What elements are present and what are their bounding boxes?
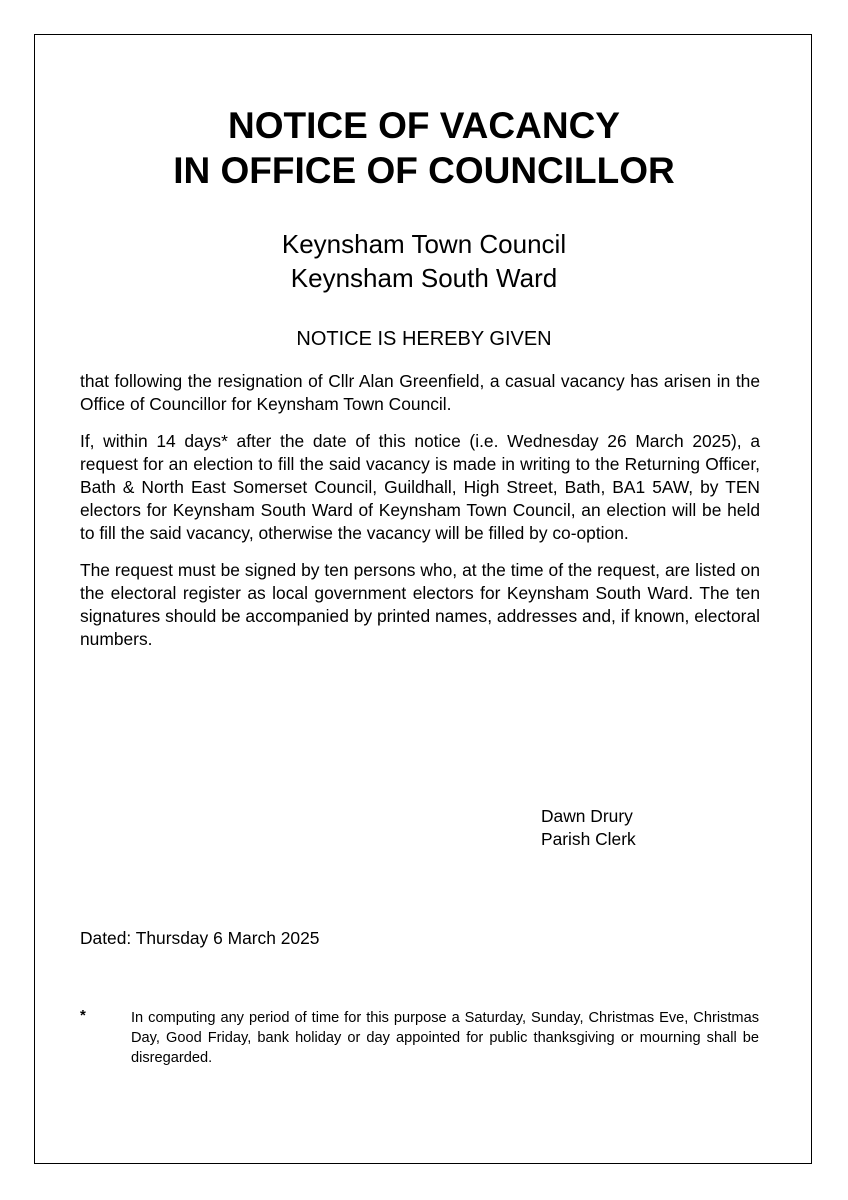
council-heading <box>0 227 848 295</box>
paragraph-resignation: that following the resignation of Cllr Alan Greenfield, a casual vacancy has arisen in the Office of Councillor for Keynsham Town Council. <box>80 371 760 414</box>
signatory-name: Dawn Drury <box>541 806 633 826</box>
date-line: Dated: Thursday 6 March 2025 <box>80 928 320 948</box>
signature-block <box>541 805 636 851</box>
footnote-text: In computing any period of time for this purpose a Saturday, Sunday, Christmas Eve, Christmas Day, Good Friday, bank holiday or day appointed for public thanksgiving or mourning shall be disregarded. <box>131 1010 759 1066</box>
paragraph-election-request: If, within 14 days* after the date of this notice (i.e. Wednesday 26 March 2025), a request for an election to fill the said vacancy is made in writing to the Returning Officer, Bath & North East Somerset Council, Guildhall, High Street, Bath, BA1 5AW, by TEN electors for Keynsham South Ward of Keynsham Town Council, an election will be held to fill the said vacancy, otherwise the vacancy will be filled by co-option. <box>80 431 760 543</box>
ward-name: Keynsham South Ward <box>290 263 558 293</box>
title-line-2: IN OFFICE OF COUNCILLOR <box>173 150 675 191</box>
notice-title <box>0 103 848 193</box>
footnote-asterisk: * <box>80 1007 86 1024</box>
council-name: Keynsham Town Council <box>281 229 567 259</box>
notice-given-heading: NOTICE IS HEREBY GIVEN <box>296 328 552 350</box>
paragraph-signature-requirements: The request must be signed by ten persons who, at the time of the request, are listed on the electoral register as local government electors for Keynsham South Ward. The ten signatures should be accompanied by printed names, addresses and, if known, electoral numbers. <box>80 560 760 649</box>
title-line-1: NOTICE OF VACANCY <box>228 105 620 146</box>
notice-body <box>80 370 760 665</box>
signatory-role: Parish Clerk <box>541 829 636 849</box>
